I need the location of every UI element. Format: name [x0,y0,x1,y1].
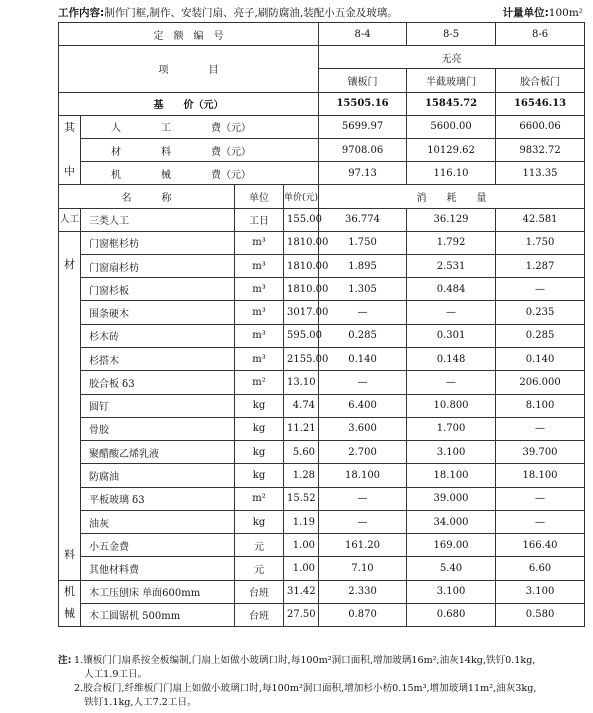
material-side-char: 料 [64,547,75,561]
consumption-value: 6.60 [496,557,585,580]
resource-row [59,557,585,580]
labor-side-label: 人工 [59,208,81,231]
consumption-value: 206.000 [496,371,585,394]
work-content-text: 制作门框,制作、安装门扇、亮子,刷防腐油,装配小五金及玻璃。 [104,7,398,19]
resource-price: 11.21 [284,417,319,440]
resource-unit: m³ [235,278,284,301]
resource-name: 平板玻璃 δ3 [81,487,235,510]
consumption-value: — [319,487,407,510]
cost-label: 人 工 费（元） [81,115,319,138]
resource-name: 三类人工 [81,208,235,231]
consumption-value: — [496,487,585,510]
resource-unit: m³ [235,348,284,371]
consumption-value: 36.774 [319,208,407,231]
door-type: 胶合板门 [496,69,585,92]
cost-row [59,162,585,185]
consumption-value: 0.484 [407,278,496,301]
resource-price: 1810.00 [284,231,319,254]
resource-unit: 台班 [235,603,284,626]
resource-price: 5.60 [284,441,319,464]
resource-unit: 工日 [235,208,284,231]
resource-row [59,254,585,277]
machine-side-char: 机 [64,585,75,599]
resource-unit: m² [235,371,284,394]
cost-value: 5600.00 [407,115,496,138]
item-label: 项 目 [59,46,319,92]
resource-row [59,534,585,557]
note-text: 镶板门门扇系按全板编制,门扇上如做小玻璃口时,每100m²洞口面积,增加玻璃16m²,油灰14kg,铁钉0.1kg, [83,655,536,666]
resource-price: 1.00 [284,534,319,557]
quota-table [58,22,585,627]
among-side-label [59,115,81,185]
cost-value: 9708.06 [319,138,407,161]
resource-row [59,301,585,324]
note-1-continued: 人工1.9工日。 [84,669,148,680]
resource-unit: kg [235,464,284,487]
resource-row [59,603,585,626]
consumption-value: 1.792 [407,231,496,254]
resource-name: 油灰 [81,510,235,533]
resource-price: 4.74 [284,394,319,417]
cost-value: 6600.06 [496,115,585,138]
resource-price: 3017.00 [284,301,319,324]
resource-row [59,510,585,533]
group-row [59,46,585,69]
machine-side-char: 械 [64,607,75,621]
resource-name: 骨胶 [81,417,235,440]
consumption-value: — [407,371,496,394]
consumption-value: 39.000 [407,487,496,510]
resource-row [59,394,585,417]
consumption-value: 10.800 [407,394,496,417]
note-text: 胶合板门,纤维板门门扇上如做小玻璃口时,每100m²洞口面积,增加杉小枋0.15m³,增加玻璃11m²,油灰3kg, [83,683,537,694]
resource-unit: kg [235,510,284,533]
resource-row [59,580,585,603]
base-price: 15845.72 [407,92,496,115]
note-number: 2. [74,683,84,694]
consumption-value: — [407,301,496,324]
cost-row [59,138,585,161]
resource-unit: 台班 [235,580,284,603]
consumption-value: 1.287 [496,254,585,277]
resource-unit: kg [235,441,284,464]
consumption-value: 0.680 [407,603,496,626]
consumption-value: 0.580 [496,603,585,626]
resource-price: 1810.00 [284,254,319,277]
resource-row [59,348,585,371]
consumption-value: 161.20 [319,534,407,557]
resource-name: 聚醋酸乙烯乳液 [81,441,235,464]
resource-row [59,441,585,464]
resource-name: 防腐油 [81,464,235,487]
consumption-value: — [319,371,407,394]
consumption-value: — [496,417,585,440]
resource-unit: m³ [235,254,284,277]
cost-value: 10129.62 [407,138,496,161]
consumption-value: 2.330 [319,580,407,603]
among-char: 其 [64,121,75,135]
quota-code-row [59,23,585,46]
cost-value: 9832.72 [496,138,585,161]
resource-price: 1.19 [284,510,319,533]
resource-name: 小五金费 [81,534,235,557]
resource-row [59,464,585,487]
resource-name: 门窗杉板 [81,278,235,301]
consumption-value: 1.895 [319,254,407,277]
col-price-header: 单价(元) [284,185,319,208]
resource-price: 1810.00 [284,278,319,301]
note-number: 1. [74,655,84,666]
consumption-value: 2.700 [319,441,407,464]
resource-row [59,417,585,440]
cost-value: 116.10 [407,162,496,185]
consumption-value: 34.000 [407,510,496,533]
measure-unit-label: 计量单位: [502,7,549,19]
consumption-value: 1.750 [319,231,407,254]
consumption-value: 0.285 [319,324,407,347]
consumption-value: — [496,278,585,301]
resource-price: 31.42 [284,580,319,603]
resource-unit: m² [235,487,284,510]
consumption-value: 0.301 [407,324,496,347]
consumption-value: 1.750 [496,231,585,254]
consumption-value: 0.148 [407,348,496,371]
consumption-value: 18.100 [319,464,407,487]
group-label: 无亮 [319,46,585,69]
base-price: 16546.13 [496,92,585,115]
resource-name: 门窗框杉枋 [81,231,235,254]
resource-name: 木工压刨床 单面600mm [81,580,235,603]
resource-unit: 元 [235,534,284,557]
resource-name: 胶合板 δ3 [81,371,235,394]
consumption-value: 166.40 [496,534,585,557]
material-side-label [59,231,81,580]
cost-label: 材 料 费（元） [81,138,319,161]
consumption-value: 39.700 [496,441,585,464]
resource-price: 13.10 [284,371,319,394]
consumption-value: 0.140 [496,348,585,371]
resource-name: 门窗扇杉枋 [81,254,235,277]
resource-name: 圆钉 [81,394,235,417]
consumption-value: 3.100 [407,580,496,603]
col-consumption-header: 消 耗 量 [319,185,585,208]
quota-code: 8-4 [319,23,407,46]
resource-name: 杉搭木 [81,348,235,371]
consumption-value: 18.100 [407,464,496,487]
machine-side-label [59,580,81,626]
consumption-value: 1.305 [319,278,407,301]
resource-row [59,231,585,254]
consumption-value: 36.129 [407,208,496,231]
resource-row [59,278,585,301]
resource-price: 27.50 [284,603,319,626]
consumption-value: 3.100 [407,441,496,464]
consumption-value: — [319,301,407,324]
col-name-header: 名 称 [59,185,235,208]
notes [58,654,585,710]
resource-price: 1.00 [284,557,319,580]
resource-row [59,324,585,347]
col-unit-header: 单位 [235,185,284,208]
consumption-value: 2.531 [407,254,496,277]
consumption-value: 3.600 [319,417,407,440]
consumption-value: 42.581 [496,208,585,231]
consumption-value: 6.400 [319,394,407,417]
consumption-value: 8.100 [496,394,585,417]
consumption-value: 3.100 [496,580,585,603]
material-side-char: 材 [64,257,75,271]
consumption-value: 169.00 [407,534,496,557]
resource-price: 1.28 [284,464,319,487]
consumption-value: — [496,510,585,533]
consumption-value: 0.870 [319,603,407,626]
resource-name: 围条硬木 [81,301,235,324]
measure-unit [503,4,583,22]
resource-row [59,487,585,510]
resource-row [59,208,585,231]
notes-label: 注: [58,655,72,666]
consumption-value: 18.100 [496,464,585,487]
consumption-value: 0.140 [319,348,407,371]
door-type: 半截玻璃门 [407,69,496,92]
note-1 [58,654,585,668]
resource-unit: kg [235,394,284,417]
cost-value: 97.13 [319,162,407,185]
work-content [58,4,398,22]
base-price-label: 基 价（元） [59,92,319,115]
page-header [58,4,583,22]
resource-name: 杉木砖 [81,324,235,347]
resource-price: 155.00 [284,208,319,231]
work-content-label: 工作内容: [58,7,105,19]
note-2 [58,682,585,696]
door-type: 镶板门 [319,69,407,92]
resource-unit: m³ [235,301,284,324]
resource-name: 木工圆锯机 500mm [81,603,235,626]
base-price-row [59,92,585,115]
consumption-value: 7.10 [319,557,407,580]
column-header-row [59,185,585,208]
consumption-value: 0.285 [496,324,585,347]
resource-name: 其他材料费 [81,557,235,580]
resource-price: 2155.00 [284,348,319,371]
quota-code: 8-5 [407,23,496,46]
measure-unit-value: 100m² [548,7,583,19]
consumption-value: 0.235 [496,301,585,324]
cost-row [59,115,585,138]
among-char: 中 [64,165,75,179]
consumption-value: 5.40 [407,557,496,580]
consumption-value: — [319,510,407,533]
cost-value: 5699.97 [319,115,407,138]
quota-table-body [59,23,585,627]
cost-value: 113.35 [496,162,585,185]
base-price: 15505.16 [319,92,407,115]
resource-price: 15.52 [284,487,319,510]
quota-code: 8-6 [496,23,585,46]
resource-unit: m³ [235,231,284,254]
cost-label: 机 械 费（元） [81,162,319,185]
note-2-continued: 铁钉1.1kg,人工7.2工日。 [84,697,197,708]
resource-unit: 元 [235,557,284,580]
resource-unit: kg [235,417,284,440]
resource-price: 595.00 [284,324,319,347]
quota-code-label: 定 额 编 号 [59,23,319,46]
consumption-value: 1.700 [407,417,496,440]
resource-unit: m³ [235,324,284,347]
resource-row [59,371,585,394]
